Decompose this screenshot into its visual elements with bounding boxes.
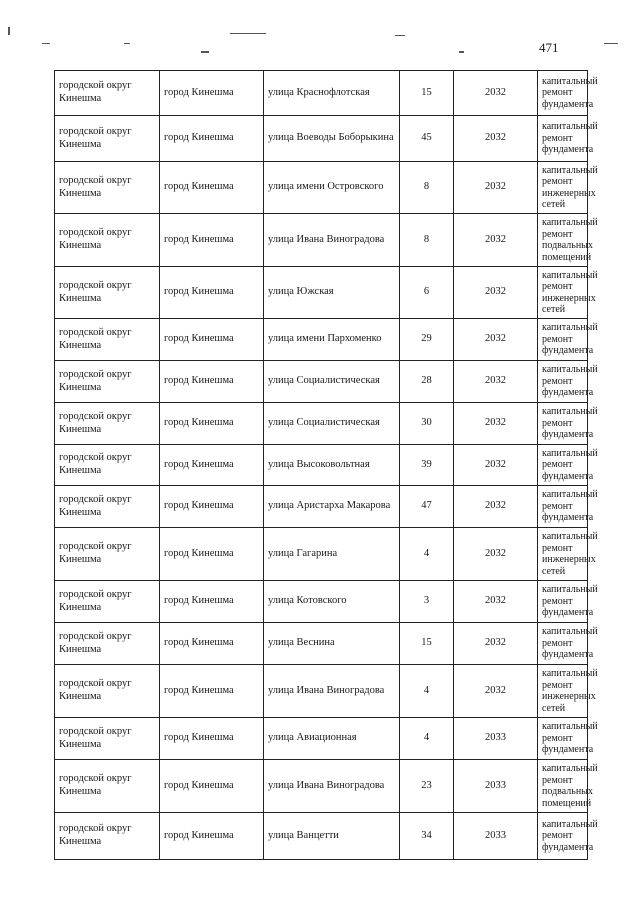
year-cell: 2032 [454,486,538,528]
street-cell: улица Котовского [264,581,400,623]
scan-mark [395,35,405,36]
scan-mark [124,43,130,44]
table-row [55,361,588,403]
year-cell: 2032 [454,581,538,623]
work-type-cell: капитальный ремонт фундамента [538,319,588,361]
year-cell: 2033 [454,760,538,813]
work-type-cell: капитальный ремонт фундамента [538,718,588,760]
street-cell: улица Ивана Виноградова [264,760,400,813]
city-cell: город Кинешма [160,760,264,813]
district-cell: городской округ Кинешма [55,403,160,445]
city-cell: город Кинешма [160,116,264,162]
table-row [55,486,588,528]
work-type-cell: капитальный ремонт фундамента [538,403,588,445]
street-cell: улица Воеводы Боборыкина [264,116,400,162]
district-cell: городской округ Кинешма [55,581,160,623]
house-number-cell: 45 [400,116,454,162]
city-cell: город Кинешма [160,528,264,581]
table-body [55,71,598,860]
street-cell: улица Краснофлотская [264,71,400,116]
district-cell: городской округ Кинешма [55,528,160,581]
year-cell: 2033 [454,813,538,860]
street-cell: улица Южская [264,267,400,319]
house-number-cell: 47 [400,486,454,528]
city-cell: город Кинешма [160,813,264,860]
year-cell: 2032 [454,403,538,445]
district-cell: городской округ Кинешма [55,116,160,162]
year-cell: 2032 [454,445,538,486]
year-cell: 2032 [454,665,538,718]
table-row [55,623,588,665]
district-cell: городской округ Кинешма [55,718,160,760]
city-cell: город Кинешма [160,71,264,116]
street-cell: улица Социалистическая [264,361,400,403]
street-cell: улица Авиационная [264,718,400,760]
city-cell: город Кинешма [160,214,264,267]
work-type-cell: капитальный ремонт фундамента [538,486,588,528]
house-number-cell: 34 [400,813,454,860]
city-cell: город Кинешма [160,403,264,445]
work-type-cell: капитальный ремонт инженерных сетей [538,267,588,319]
table-row [55,403,588,445]
district-cell: городской округ Кинешма [55,813,160,860]
work-type-cell: капитальный ремонт фундамента [538,623,588,665]
city-cell: город Кинешма [160,361,264,403]
city-cell: город Кинешма [160,718,264,760]
district-cell: городской округ Кинешма [55,486,160,528]
year-cell: 2032 [454,267,538,319]
house-number-cell: 6 [400,267,454,319]
city-cell: город Кинешма [160,665,264,718]
work-type-cell: капитальный ремонт инженерных сетей [538,162,588,214]
table-row [55,319,588,361]
district-cell: городской округ Кинешма [55,319,160,361]
district-cell: городской округ Кинешма [55,760,160,813]
house-number-cell: 4 [400,528,454,581]
work-type-cell: капитальный ремонт инженерных сетей [538,665,588,718]
work-type-cell: капитальный ремонт фундамента [538,445,588,486]
district-cell: городской округ Кинешма [55,361,160,403]
year-cell: 2032 [454,528,538,581]
district-cell: городской округ Кинешма [55,267,160,319]
district-cell: городской округ Кинешма [55,665,160,718]
table-row [55,445,588,486]
year-cell: 2032 [454,162,538,214]
scan-mark [8,27,10,35]
district-cell: городской округ Кинешма [55,214,160,267]
city-cell: город Кинешма [160,162,264,214]
house-number-cell: 4 [400,665,454,718]
district-cell: городской округ Кинешма [55,162,160,214]
district-cell: городской округ Кинешма [55,71,160,116]
table-row [55,116,588,162]
scan-mark [201,51,209,53]
city-cell: город Кинешма [160,319,264,361]
street-cell: улица Гагарина [264,528,400,581]
street-cell: улица Ивана Виноградова [264,665,400,718]
page-number: 471 [539,40,559,55]
work-type-cell: капитальный ремонт фундамента [538,581,588,623]
table-row [55,267,588,319]
street-cell: улица Ивана Виноградова [264,214,400,267]
table-row [55,71,588,116]
house-number-cell: 8 [400,214,454,267]
table-row [55,760,588,813]
street-cell: улица имени Пархоменко [264,319,400,361]
repair-schedule-table [54,70,598,860]
city-cell: город Кинешма [160,445,264,486]
year-cell: 2033 [454,718,538,760]
city-cell: город Кинешма [160,623,264,665]
work-type-cell: капитальный ремонт инженерных сетей [538,528,588,581]
table-row [55,214,588,267]
street-cell: улица имени Островского [264,162,400,214]
work-type-cell: капитальный ремонт фундамента [538,116,588,162]
house-number-cell: 8 [400,162,454,214]
house-number-cell: 15 [400,71,454,116]
table-row [55,665,588,718]
house-number-cell: 29 [400,319,454,361]
city-cell: город Кинешма [160,486,264,528]
house-number-cell: 28 [400,361,454,403]
table-row [55,162,588,214]
table-row [55,813,588,860]
house-number-cell: 30 [400,403,454,445]
scan-mark [604,43,618,44]
scan-mark [230,33,266,34]
street-cell: улица Веснина [264,623,400,665]
table-row [55,581,588,623]
house-number-cell: 39 [400,445,454,486]
year-cell: 2032 [454,214,538,267]
year-cell: 2032 [454,319,538,361]
scan-mark [42,43,50,44]
work-type-cell: капитальный ремонт подвальных помещений [538,214,588,267]
work-type-cell: капитальный ремонт фундамента [538,361,588,403]
year-cell: 2032 [454,623,538,665]
scan-mark [459,51,464,53]
table-row [55,528,588,581]
house-number-cell: 3 [400,581,454,623]
district-cell: городской округ Кинешма [55,445,160,486]
city-cell: город Кинешма [160,267,264,319]
house-number-cell: 23 [400,760,454,813]
city-cell: город Кинешма [160,581,264,623]
house-number-cell: 15 [400,623,454,665]
house-number-cell: 4 [400,718,454,760]
street-cell: улица Высоковольтная [264,445,400,486]
year-cell: 2032 [454,361,538,403]
work-type-cell: капитальный ремонт фундамента [538,71,588,116]
street-cell: улица Ванцетти [264,813,400,860]
year-cell: 2032 [454,116,538,162]
district-cell: городской округ Кинешма [55,623,160,665]
year-cell: 2032 [454,71,538,116]
street-cell: улица Аристарха Макарова [264,486,400,528]
street-cell: улица Социалистическая [264,403,400,445]
work-type-cell: капитальный ремонт подвальных помещений [538,760,588,813]
work-type-cell: капитальный ремонт фундамента [538,813,588,860]
table-row [55,718,588,760]
